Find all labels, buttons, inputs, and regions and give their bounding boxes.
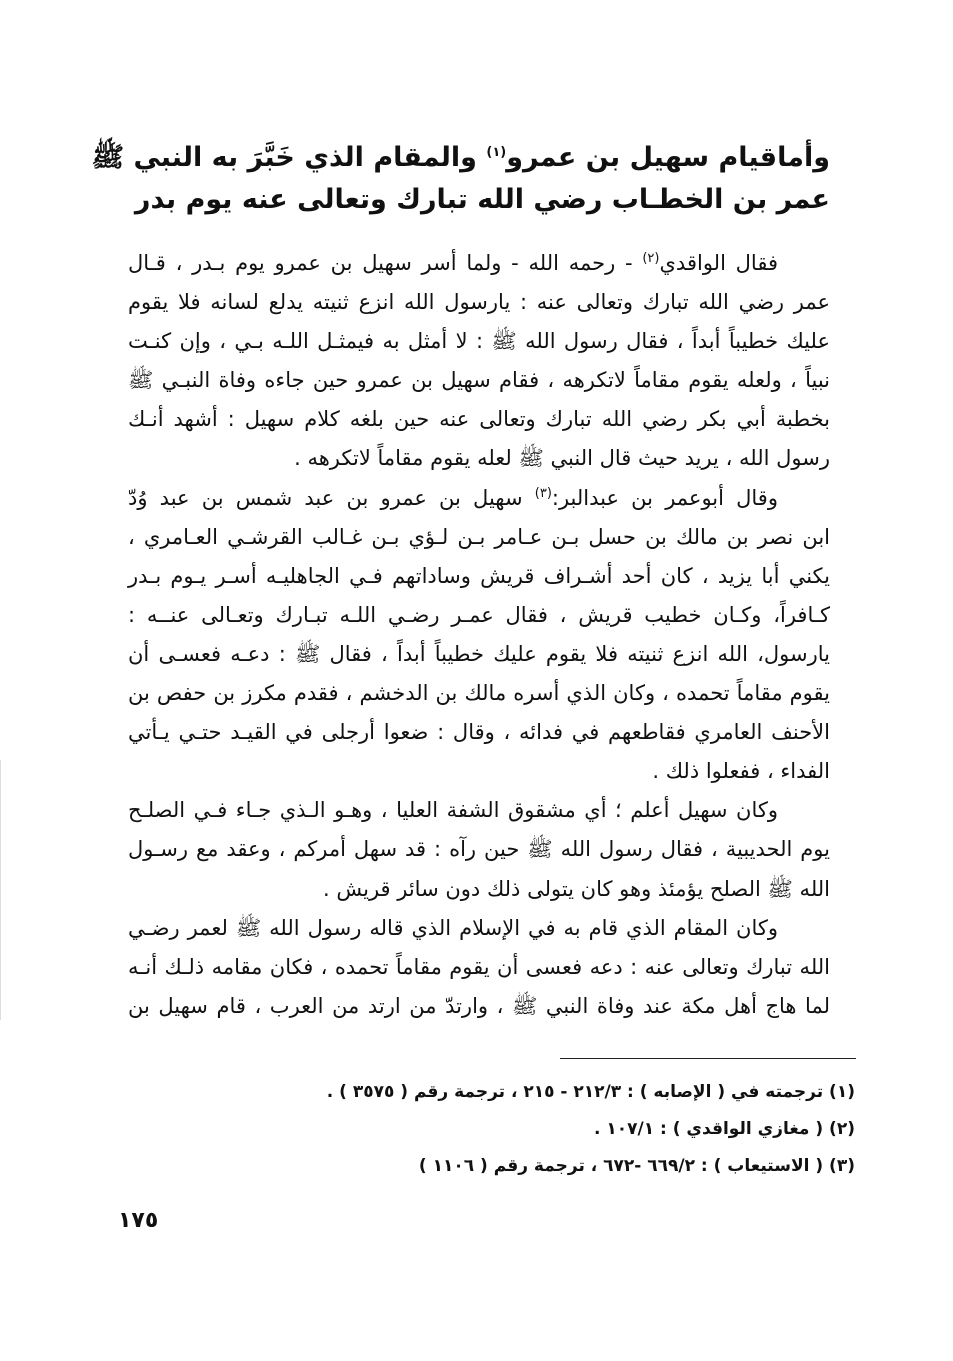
footnote-2: (٢) ( مغازي الواقدي ) : ١٠٧/١ . bbox=[594, 1119, 855, 1139]
text-run: - رحمه الله - ولما أسر سهيل بن عمرو يوم بـدر ، قـال bbox=[128, 251, 643, 275]
footnote-ref-2: (٢) bbox=[642, 251, 660, 266]
text-line: يوم الحديبية ، فقال رسول الله ﷺ حين رآه : قد سهل أمركم ، وعقد مع رسـول bbox=[128, 837, 830, 862]
scan-edge-mark bbox=[0, 760, 2, 1020]
text-line bbox=[128, 479, 830, 518]
text-line: الله تبارك وتعالى عنه : دعه فعسى أن يقوم مقاماً تحمده ، فكان مقامه ذلـك أنـه bbox=[128, 954, 830, 979]
text-line: عمر رضي الله تبارك وتعالى عنه : يارسول الله انزع ثنيته يدلع لسانه فلا يقوم bbox=[128, 290, 830, 315]
text-line: الفداء ، ففعلوا ذلك . bbox=[652, 759, 830, 784]
text-line: يقوم مقاماً تحمده ، وكان الذي أسره مالك بن الدخشم ، فقدم مكرز بن حفص بن bbox=[128, 681, 830, 706]
text-line: وكان سهيل أعلم ؛ أي مشقوق الشفة العليا ، وهـو الـذي جـاء فـي الصلـح bbox=[128, 798, 778, 823]
footnote-divider bbox=[560, 1058, 856, 1059]
text-line: يكني أبا يزيد ، كان أحد أشـراف قريش وساداتهم فـي الجاهليـه أسـر يـوم بـدر bbox=[128, 563, 830, 588]
text-line: يارسول، الله انزع ثنيته فلا يقوم عليك خطيباً أبداً ، فقال ﷺ : دعـه فعسـى أن bbox=[128, 641, 830, 666]
text-line: وكان المقام الذي قام به في الإسلام الذي قاله رسول الله ﷺ لعمر رضـي bbox=[128, 915, 778, 940]
paragraph-4 bbox=[128, 909, 830, 1026]
text-line bbox=[128, 244, 830, 283]
body-text bbox=[128, 244, 830, 1026]
text-line: ابن نصر بن مالك بن حسل بـن عـامر بـن لـؤي بـن غـالب القرشـي العـامري ، bbox=[128, 524, 830, 549]
paragraph-3 bbox=[128, 791, 830, 908]
chapter-title-line-2: عمر بن الخطـاب رضي الله تبارك وتعالى عنه يوم بدر bbox=[134, 184, 830, 215]
paragraph-2 bbox=[128, 479, 830, 792]
text-run: فقال الواقدي bbox=[659, 251, 778, 275]
title-text-continued: والمقام الذي خَبَّرَ به النبي ﷺ bbox=[91, 142, 487, 173]
footnote-3: (٣) ( الاستيعاب ) : ٦٦٩/٢ -٦٧٢ ، ترجمة رقم ( ١١٠٦ ) bbox=[418, 1156, 855, 1176]
chapter-title-line-1 bbox=[91, 138, 830, 178]
page-number: ١٧٥ bbox=[118, 1208, 159, 1233]
paragraph-1 bbox=[128, 244, 830, 479]
text-run: سهيل بن عمرو بن عبد شمس بن عبد وُدّ bbox=[128, 485, 535, 510]
text-line: لما هاج أهل مكة عند وفاة النبي ﷺ ، وارتدّ من ارتد من العرب ، قام سهيل بن bbox=[128, 993, 830, 1018]
text-line: رسول الله ، يريد حيث قال النبي ﷺ لعله يقوم مقاماً لاتكرهه . bbox=[294, 446, 830, 471]
text-run: وقال أبوعمر بن عبدالبر: bbox=[551, 485, 778, 510]
text-line: بخطبة أبي بكر رضي الله تبارك وتعالى عنه حين بلغه كلام سهيل : أشهد أنـك bbox=[128, 407, 830, 432]
text-line: الأحنف العامري فقاطعهم في فدائه ، وقال : ضعوا أرجلى في القيـد حتـي يـأتي bbox=[128, 720, 830, 745]
footnote-1: (١) ترجمته في ( الإصابه ) : ٢١٢/٣ - ٢١٥ ، ترجمة رقم ( ٣٥٧٥ ) . bbox=[326, 1082, 855, 1102]
title-text: وأماقيام سهيل بن عمرو bbox=[506, 142, 830, 173]
text-line: نبياً ، ولعله يقوم مقاماً لاتكرهه ، فقام سهيل بن عمرو حين جاءه وفاة النبـي ﷺ bbox=[128, 368, 830, 393]
footnotes bbox=[300, 1074, 855, 1185]
footnote-ref-3: (٣) bbox=[534, 485, 552, 501]
text-line: عليك خطيباً أبداً ، فقال رسول الله ﷺ : لا أمثل به فيمثـل اللـه بـي ، وإن كنـت bbox=[128, 329, 830, 354]
footnote-ref-1: (١) bbox=[486, 145, 507, 160]
text-line: الله ﷺ الصلح يؤمئذ وهو كان يتولى ذلك دون سائر قريش . bbox=[322, 876, 830, 901]
text-line: كـافراً، وكـان خطيب قريش ، فقال عمـر رضـي اللـه تبـارك وتعـالى عنــه : bbox=[128, 602, 830, 627]
